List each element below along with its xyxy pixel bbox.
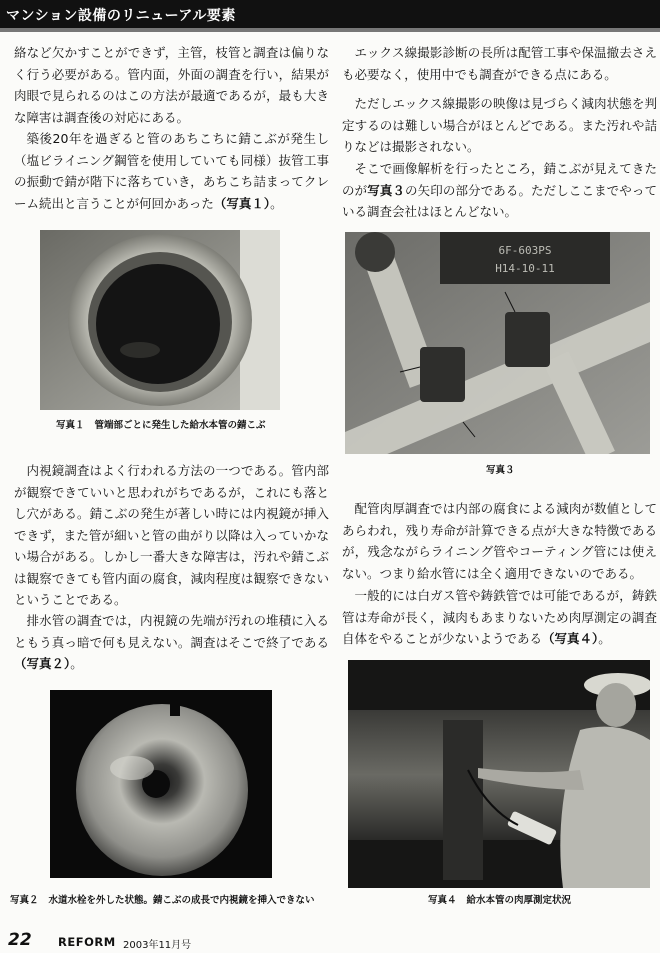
- paragraph-text: 排水管の調査では，内視鏡の先端が汚れの堆積に入るともう真っ暗で何も見えない。調査はそこで終了である: [14, 613, 329, 650]
- paragraph-end: 。: [70, 656, 83, 671]
- paragraph: 配管肉厚調査では内部の腐食による減肉が数値としてあらわれ，残り寿命が計算できる点が大きな特徴であるが，残念ながらライニング管やコーティング管には使えない。つまり給水管には全く適用できないのである。: [342, 501, 657, 581]
- caption-number: 写真１: [56, 420, 85, 431]
- page-header: [0, 0, 660, 32]
- photo-reference: （写真２）: [14, 656, 71, 671]
- caption-text: 給水本管の肉厚測定状況: [466, 895, 572, 906]
- photo-3-caption: [486, 462, 515, 476]
- photo-1-image: [40, 230, 280, 410]
- magazine-name: REFORM: [58, 935, 116, 949]
- photo-2-image: [50, 690, 272, 878]
- paragraph: ただしエックス線撮影の映像は見づらく減肉状態を判定するのは難しい場合がほとんどである。また汚れや詰りなどは撮影されない。: [342, 96, 657, 154]
- section-title: マンション設備のリニューアル要素: [6, 8, 236, 24]
- paragraph: エックス線撮影診断の長所は配管工事や保温撤去さえも必要なく，使用中でも調査ができる点にある。: [342, 45, 657, 82]
- paragraph: [342, 158, 657, 223]
- page-number: 22: [8, 930, 32, 950]
- caption-text: 管端部ごとに発生した給水本管の錆こぶ: [94, 420, 266, 431]
- photo-4-image: [348, 660, 650, 888]
- photo-4-caption: [428, 892, 571, 906]
- paragraph-text: そこで画像解析を行ったところ，錆こぶが見えてきたのが: [342, 161, 657, 198]
- paragraph-end: 。: [270, 195, 283, 211]
- photo-3-image: [345, 232, 650, 454]
- caption-text: 水道水栓を外した状態。錆こぶの成長で内視鏡を挿入できない: [48, 895, 315, 906]
- caption-number: 写真２: [10, 895, 39, 906]
- paragraph: [342, 585, 657, 650]
- film-label-1: 6F-603PS: [498, 244, 552, 257]
- paragraph-text: の矢印の部分である。ただしここまでやっている調査会社はほとんどない。: [342, 182, 657, 219]
- paragraph: 内視鏡調査はよく行われる方法の一つである。管内部が観察できていいと思われがちであるが，これにも落とし穴がある。錆こぶの発生が著しい時には内視鏡が挿入できず，また管が細いと管の曲がり以降は入っていかない場合がある。しかし一番大きな障害は，汚れや錆こぶは観察できても管内面の腐食，減肉程度は観察できないということである。: [14, 463, 329, 607]
- paragraph: [14, 610, 329, 675]
- photo-1-rusted-pipe-end: [40, 230, 280, 410]
- film-label-2: H14-10-11: [495, 262, 555, 275]
- photo-2-endoscope-view: [50, 690, 272, 878]
- photo-reference: （写真１）: [213, 195, 271, 211]
- paragraph-end: 。: [598, 631, 611, 646]
- photo-4-thickness-measurement: [348, 660, 650, 888]
- photo-3-xray-image: [345, 232, 650, 454]
- photo-2-caption: [10, 892, 315, 906]
- photo-reference: 写真３: [367, 182, 406, 198]
- paragraph-text: 築後20年を過ぎると管のあちこちに錆こぶが発生し（塩ビライニング鋼管を使用していても同様）抜管工事の振動で錆が階下に落ちていき，あちこち詰まってクレーム続出と言うことが何回かあった: [14, 131, 329, 211]
- caption-number: 写真４: [428, 895, 457, 906]
- paragraph: [14, 128, 329, 214]
- photo-1-caption: [56, 417, 266, 431]
- paragraph-text: 一般的には白ガス管や鋳鉄管では可能であるが，鋳鉄管は寿命が長く，減肉もあまりないため肉厚測定の調査自体をやることが少ないようである: [342, 588, 657, 646]
- caption-number: 写真３: [486, 465, 515, 476]
- issue-date: 2003年11月号: [123, 940, 192, 951]
- paragraph: 絡など欠かすことができず，主管，枝管と調査は偏りなく行う必要がある。管内面，外面の調査を行い，結果が肉眼で見られるのはこの方法が最適であるが，最も大きな障害は調査後の対応にある。: [14, 45, 329, 125]
- photo-reference: （写真４）: [542, 631, 599, 646]
